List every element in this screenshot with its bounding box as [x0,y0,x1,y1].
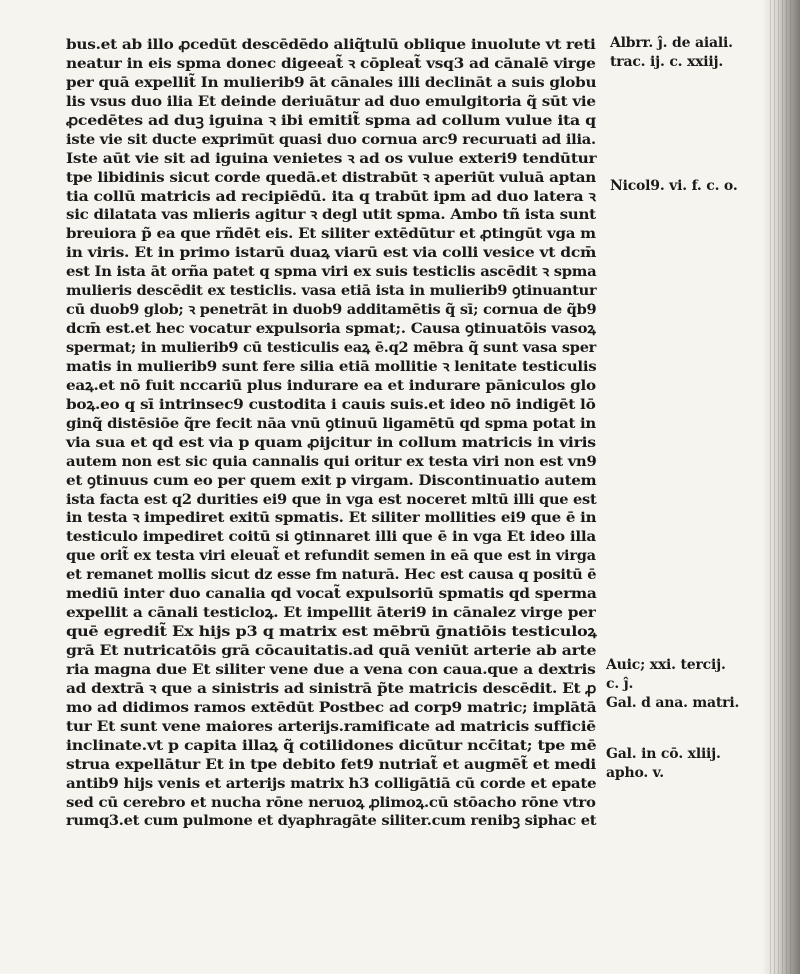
text-line: iste vie sit ducte exprimūt quasi duo cornua arc9 recuruati ad ilia. [66,131,596,148]
text-line: inclinate.vt p capita illaꝝ q̃ cotilidones dicūtur ncc̄itat; tpe mē [66,737,597,754]
text-line: sed cū cerebro et nucha rōne neruoꝝ ꝓlimoꝝ.cū stōacho rōne vtro [66,794,596,811]
text-line: et remanet mollis sicut dz esse fm naturā. Hec est causa q positū ē [66,567,597,584]
text-line: boꝝ.eo q sī intrinsec9 custodita i cauis suis.et ideo nō indigēt lō [66,396,596,413]
text-line: eaꝝ.et nō fuit nccariū plus indurare ea et indurare pāniculos glo [66,377,596,394]
margin-note-line: Nicol9. vi. f. c. o. [610,178,738,194]
text-line: ria magna due Et siliter vene due a vena con caua.que a dextris [66,661,596,678]
text-line: est In ista āt orña patet q spma viri ex suis testiclis ascēdit ꝛ spma [66,264,597,281]
text-line: tur Et sunt vene maiores arterijs.ramificate ad matricis sufficiē [66,718,596,735]
margin-note-line: Albrr. ĵ. de aiali. [610,35,733,51]
text-line: antib9 hijs venis et arterijs matrix h3 colligātiā cū corde et epate [66,775,597,792]
text-line: lis vsus duo ilia Et deinde deriuātur ad duo emulgitoria q̃ sūt vie [66,93,596,110]
margin-note-avicenna [606,656,739,713]
margin-note-line: apho. v. [606,765,664,781]
text-line: mo ad didimos ramos extēdūt Postbec ad corp9 matric; implātā [66,699,597,716]
text-line: bus.et ab illo ꝓcedūt descēdēdo aliq̃tulū oblique inuolute vt reti [66,37,596,53]
text-line: in viris. Et in primo istarū duaꝝ viarū est via colli vesice vt dcm̄ [66,245,597,262]
text-line: que orit̃ ex testa viri eleuat̃ et refundit semen in eā que est in virga [66,548,596,565]
text-line: autem non est sic quia cannalis qui oritur ex testa viri non est vn9 [66,453,597,470]
text-line: tpe libidinis sicut corde quedā.et distrabūt ꝛ aperiūt vuluā aptan [66,169,596,186]
text-line: ꝓcedētes ad duꝫ iguina ꝛ ibi emitit̃ spma ad collum vulue ita q [66,112,596,129]
text-line: rumq3.et cum pulmone et dyaphragāte siliter.cum renibꝫ siphac et [66,813,597,830]
page-edges [770,0,794,974]
text-line: sic dilatata vas mlieris agitur ꝛ degl utit spma. Ambo tñ ista sunt [66,207,596,224]
text-line: matis in mulierib9 sunt fere silia etiā mollitie ꝛ lenitate testiculis [66,358,597,375]
text-line: quē egredit̃ Ex hijs p3 q matrix est mēbrū ḡnatiōis testiculoꝝ [66,624,597,641]
text-line: neatur in eis spma donec digeeat̃ ꝛ cōpleat̃ vsq3 ad cānalē virge [66,55,596,72]
margin-note-line: c. ĵ. [606,676,634,692]
text-line: testiculo impediret coitū si ꝯtinnaret illi que ē in vga Et ideo illa [66,529,596,546]
text-line: grā Et nutricatōis grā cōcauitatis.ad quā veniūt arterie ab arte [66,643,597,659]
text-line: cū duob9 glob; ꝛ penetrāt in duob9 additamētis q̃ sī; cornua de q̃b9 [66,302,597,319]
margin-note-albert [610,34,733,72]
text-line: ginq̃ distēsiōe q̃re fecit nāa vnū ꝯtinuū ligamētū qd spma potat in [66,415,596,432]
text-line: et ꝯtinuus cum eo per quem exit p virgam. Discontinuatio autem [66,472,597,489]
text-line: per quā expellit̃ In mulierib9 āt cānales illi declināt a suis globu [66,74,597,91]
text-line: dcm̄ est.et hec vocatur expulsoria spmat;. Causa ꝯtinuatōis vasoꝝ [66,321,596,338]
text-line: ad dextrā ꝛ que a sinistris ad sinistrā p̃te matricis descēdit. Et ꝓ [66,680,596,697]
main-text-column [66,36,596,831]
text-line: spermat; in mulierib9 cū testiculis eaꝝ ē.q2 mēbra q̃ sunt vasa sper [66,340,597,356]
margin-note-line: Gal. in cō. xliij. [606,746,721,762]
text-line: mediū inter duo canalia qd vocat̃ expulsoriū spmatis qd sperma [66,586,597,603]
margin-note-line: Gal. d ana. matri. [606,695,740,711]
text-line: Iste aūt vie sit ad iguina venietes ꝛ ad os vulue exteri9 tendūtur [66,150,597,167]
text-line: ista facta est q2 durities ei9 que in vga est noceret mltū illi que est [66,491,597,508]
text-line: strua expellātur Et in tpe debito fet9 nutriat̃ et augmēt̃ et medi [66,756,596,773]
margin-note-line: trac. ij. c. xxiij. [610,54,724,70]
text-line: via sua et qd est via p quam ꝓijcitur in collum matricis in viris [66,434,596,451]
margin-note-galen [606,745,721,783]
margin-note-line: Auic; xxi. tercij. [606,657,726,673]
text-line: expellit a cānali testicloꝝ. Et impellit āteri9 in cānalez virge per [66,605,596,622]
text-line: in testa ꝛ impediret exitū spmatis. Et siliter mollities ei9 que ē in [66,510,597,527]
text-line: mulieris descēdit ex testiclis. vasa etiā ista in mulierib9 ꝯtinuantur [66,283,597,300]
text-line: breuiora p̃ ea que rñdēt eis. Et siliter extēdūtur et ꝓtingūt vga m [66,226,596,243]
margin-note-nicolaus [610,177,738,196]
text-line: tia collū matricis ad recipiēdū. ita q trabūt ipm ad duo latera ꝛ [66,188,596,205]
